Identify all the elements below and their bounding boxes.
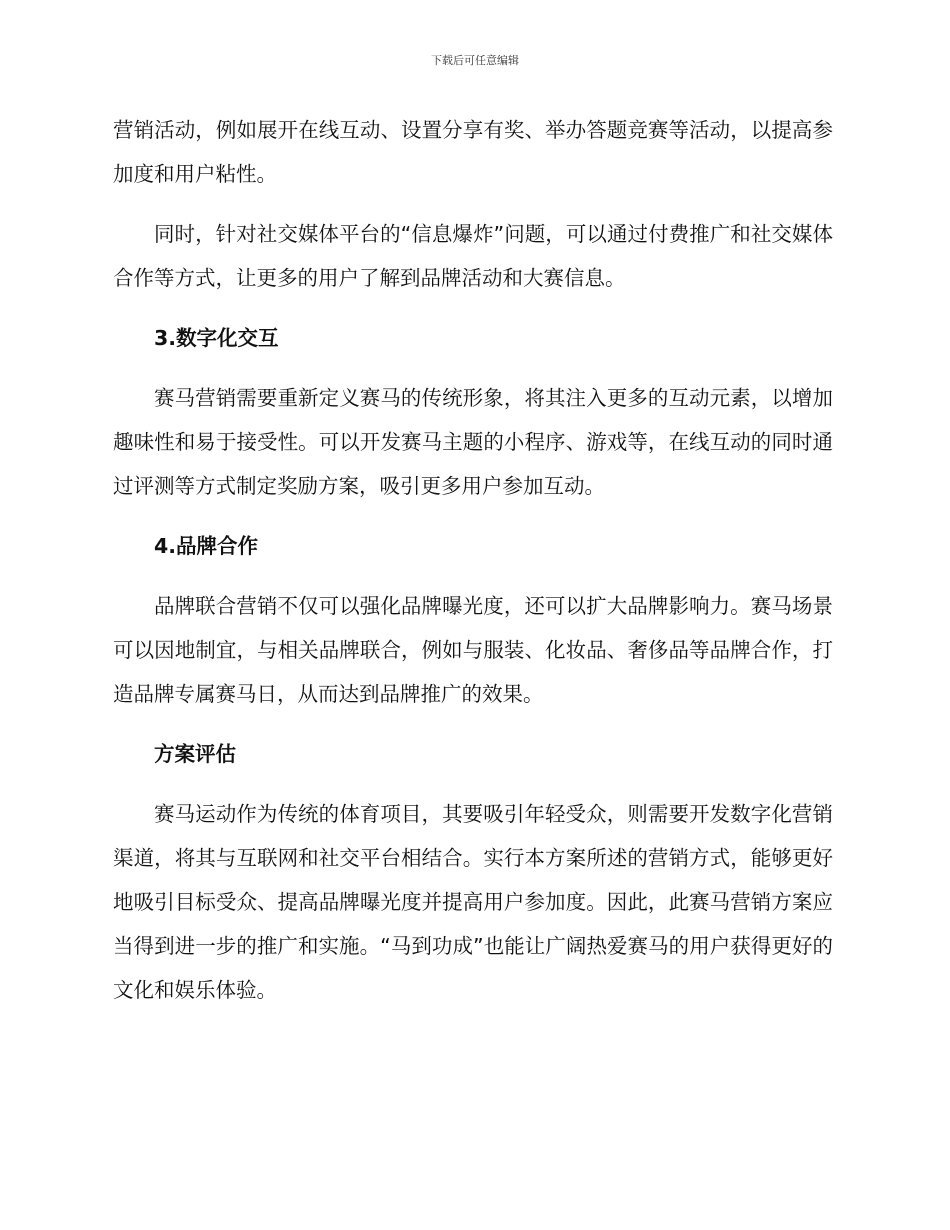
paragraph-brand-cooperation: 品牌联合营销不仅可以强化品牌曝光度，还可以扩大品牌影响力。赛马场景可以因地制宜，与相关品牌联合，例如与服装、化妆品、奢侈品等品牌合作，打造品牌专属赛马日，从而达到品牌推广的效果。 — [113, 594, 833, 706]
heading-brand-cooperation: 4.品牌合作 — [154, 534, 259, 558]
paragraph-engagement-activities: 营销活动，例如展开在线互动、设置分享有奖、举办答题竞赛等活动，以提高参加度和用户粘性。 — [113, 118, 833, 186]
paragraph-digital-interaction: 赛马营销需要重新定义赛马的传统形象，将其注入更多的互动元素，以增加趣味性和易于接受性。可以开发赛马主题的小程序、游戏等，在线互动的同时通过评测等方式制定奖励方案，吸引更多用户参加互动。 — [113, 386, 833, 498]
paragraph-plan-evaluation: 赛马运动作为传统的体育项目，其要吸引年轻受众，则需要开发数字化营销渠道，将其与互联网和社交平台相结合。实行本方案所述的营销方式，能够更好地吸引目标受众、提高品牌曝光度并提高用户参加度。因此，此赛马营销方案应当得到进一步的推广和实施。“马到功成”也能让广阔热爱赛马的用户获得更好的文化和娱乐体验。 — [113, 802, 833, 1002]
document-body — [113, 108, 833, 1012]
heading-plan-evaluation: 方案评估 — [154, 742, 236, 766]
paragraph-social-media-promotion: 同时，针对社交媒体平台的“信息爆炸”问题，可以通过付费推广和社交媒体合作等方式，让更多的用户了解到品牌活动和大赛信息。 — [113, 222, 833, 290]
page-header: 下载后可任意编辑 — [431, 54, 519, 67]
heading-digital-interaction: 3.数字化交互 — [154, 326, 279, 350]
